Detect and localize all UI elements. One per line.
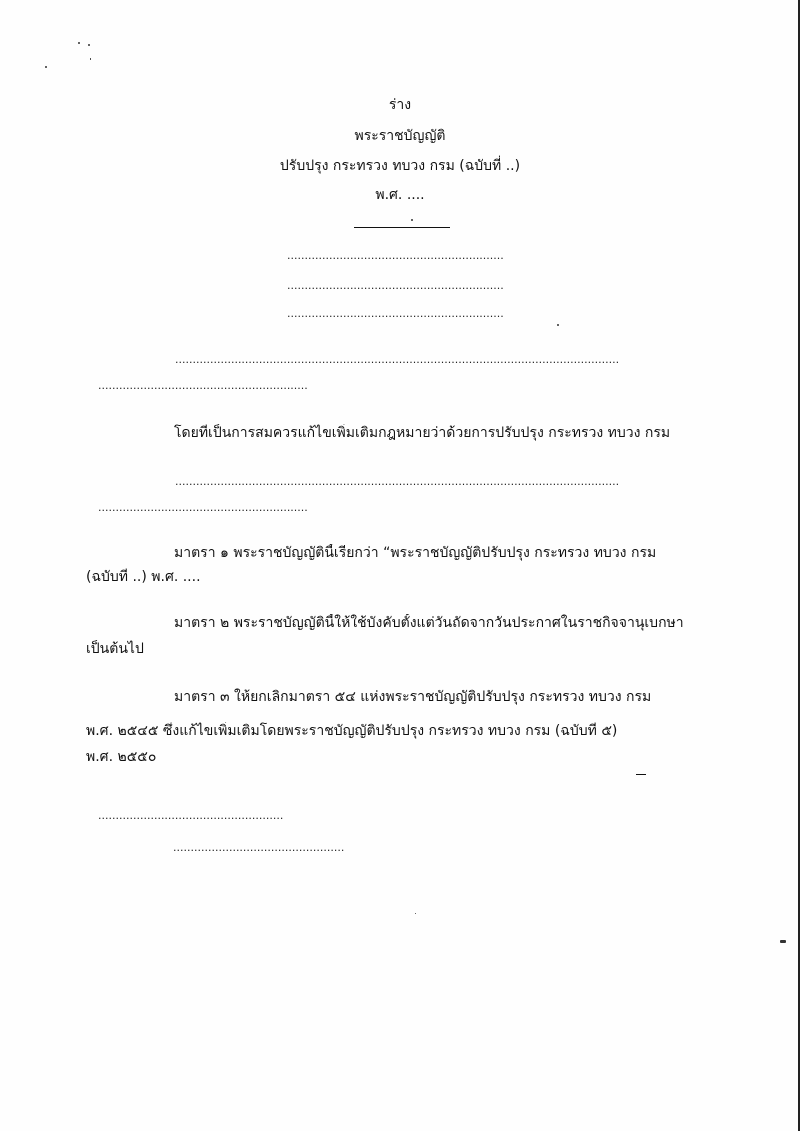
section1-line1: มาตรา ๑ พระราชบัญญัตินี้เรียกว่า “พระราชบัญญัติปรับปรุง กระทรวง ทบวง กรม (174, 545, 657, 561)
draft-label: ร่าง (388, 97, 412, 113)
reason-dots-short: ............................................................ (98, 502, 308, 514)
scan-speck (45, 66, 47, 68)
reason-dots-long: ............................................................................................................................... (175, 476, 620, 488)
scan-speck (557, 324, 559, 326)
act-title: พระราชบัญญัติ (354, 128, 446, 144)
section2-line1: มาตรา ๒ พระราชบัญญัตินี้ให้ใช้บังคับตั้งแต่วันถัดจากวันประกาศในราชกิจจานุเบกษา (174, 615, 684, 631)
signature-dots-2: ................................................. (173, 842, 345, 854)
scan-speck (88, 44, 90, 46)
scan-speck (78, 42, 80, 44)
header-dots-3: .............................................................. (287, 308, 504, 320)
header-dots-2: .............................................................. (287, 280, 504, 292)
section3-line2: พ.ศ. ๒๕๔๕ ซึ่งแก้ไขเพิ่มเติมโดยพระราชบัญญัติปรับปรุง กระทรวง ทบวง กรม (ฉบับที่ ๕) (86, 723, 618, 739)
scan-speck (780, 940, 786, 943)
section2-line2: เป็นต้นไป (86, 641, 144, 657)
title-underline (354, 227, 450, 228)
act-subtitle: ปรับปรุง กระทรวง ทบวง กรม (ฉบับที่ ..) (279, 158, 521, 174)
scan-speck (411, 219, 413, 221)
section3-line1: มาตรา ๓ ให้ยกเลิกมาตรา ๕๔ แห่งพระราชบัญญัติปรับปรุง กระทรวง ทบวง กรม (174, 689, 652, 705)
section1-line2: (ฉบับที่ ..) พ.ศ. .... (86, 569, 201, 585)
section3-line3: พ.ศ. ๒๕๕๐ (86, 749, 157, 765)
reason-text: โดยที่เป็นการสมควรแก้ไขเพิ่มเติมกฎหมายว่าด้วยการปรับปรุง กระทรวง ทบวง กรม (174, 425, 671, 441)
scan-speck (90, 58, 91, 60)
signature-dots-1: ..................................................... (98, 810, 284, 822)
preamble-dots-long: ............................................................................................................................... (175, 354, 620, 366)
scan-speck (415, 913, 416, 914)
preamble-dots-short: ............................................................ (98, 380, 308, 392)
scan-mark (636, 774, 646, 775)
year-line: พ.ศ. .... (375, 187, 425, 203)
header-dots-1: .............................................................. (287, 250, 504, 262)
